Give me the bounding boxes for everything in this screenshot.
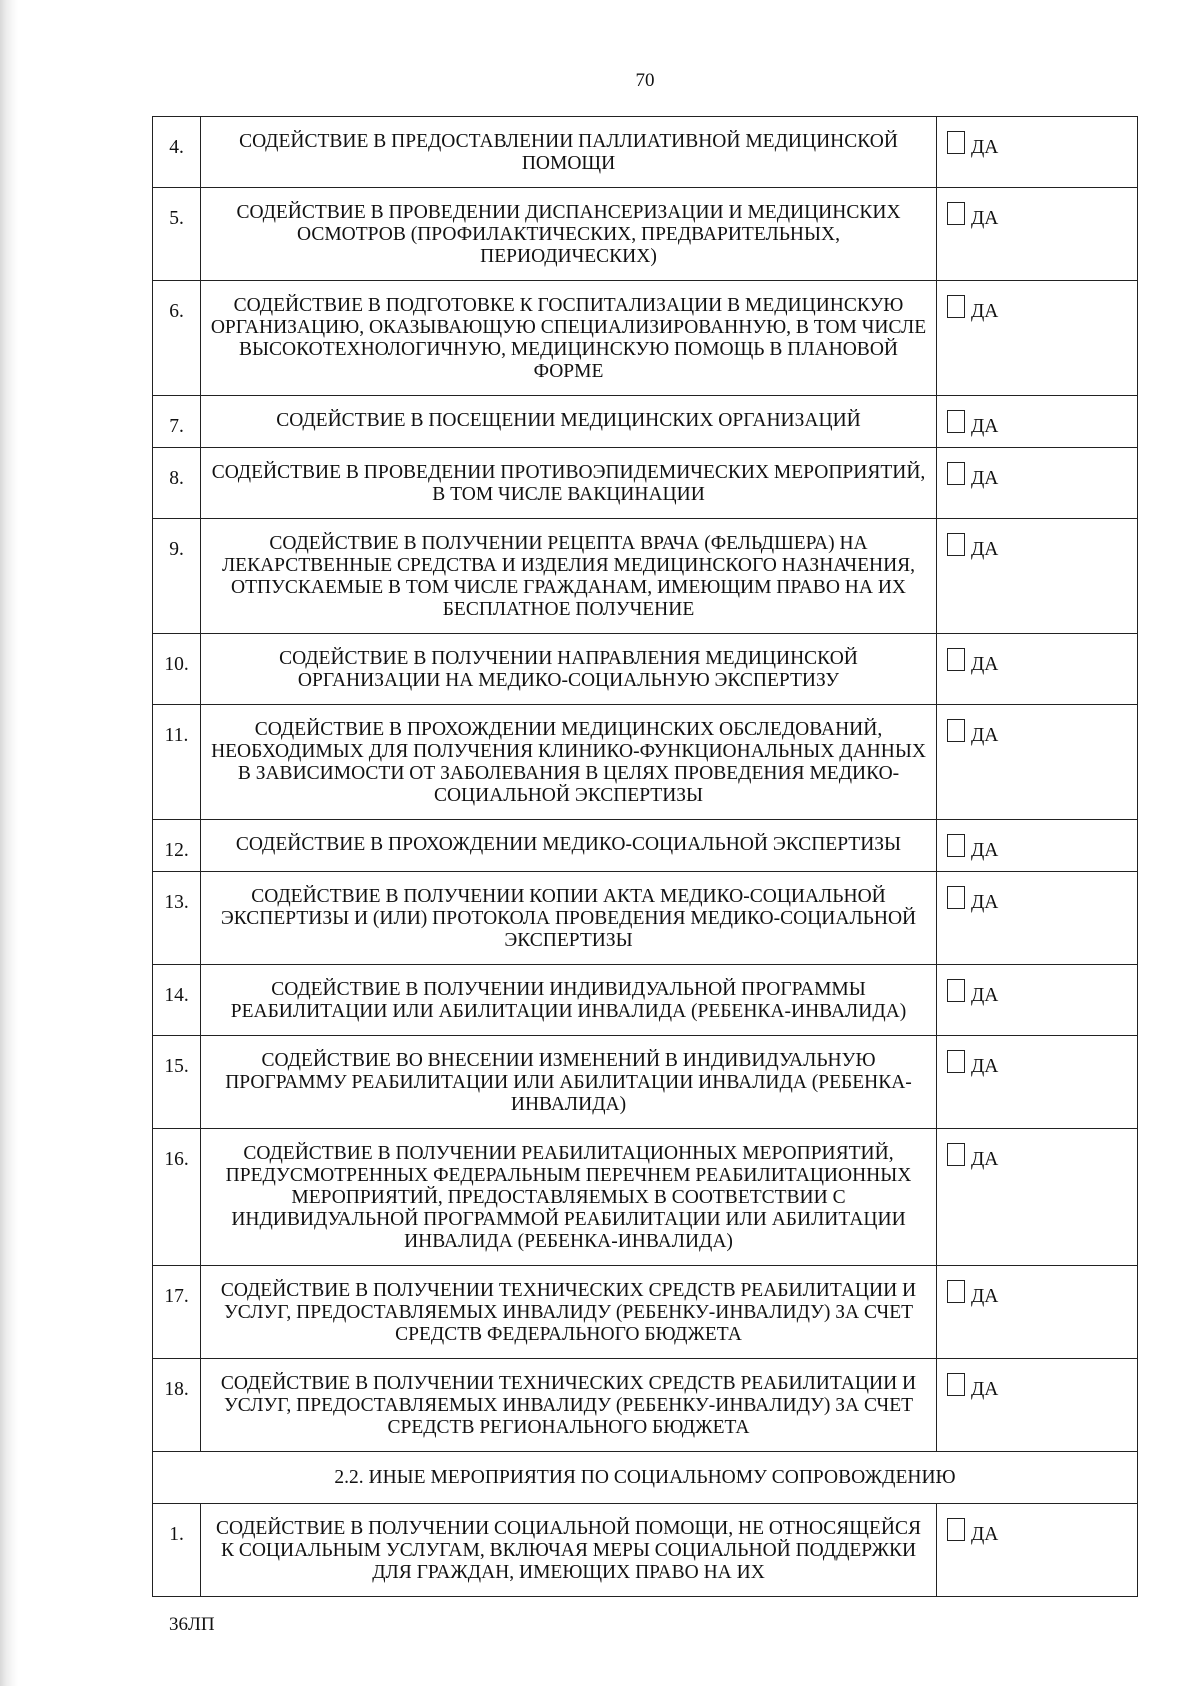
checkbox-label: ДА (971, 539, 999, 560)
checkbox-square-icon[interactable] (947, 1373, 965, 1396)
row-number: 16. (153, 1129, 201, 1266)
row-description: СОДЕЙСТВИЕ В ПРЕДОСТАВЛЕНИИ ПАЛЛИАТИВНОЙ МЕДИЦИНСКОЙ ПОМОЩИ (201, 117, 937, 188)
row-number: 17. (153, 1266, 201, 1359)
checkbox-square-icon[interactable] (947, 1518, 965, 1541)
row-checkbox-cell (937, 117, 1138, 188)
table-row (153, 705, 1138, 820)
checkbox-square-icon[interactable] (947, 131, 965, 154)
row-description: СОДЕЙСТВИЕ В ПОЛУЧЕНИИ НАПРАВЛЕНИЯ МЕДИЦИНСКОЙ ОРГАНИЗАЦИИ НА МЕДИКО-СОЦИАЛЬНУЮ ЭКСПЕРТИЗУ (201, 634, 937, 705)
table-row (153, 281, 1138, 396)
table-row (153, 1504, 1138, 1597)
checkbox-square-icon[interactable] (947, 834, 965, 857)
checkbox-label: ДА (971, 1286, 999, 1307)
row-description: СОДЕЙСТВИЕ В ПРОХОЖДЕНИИ МЕДИЦИНСКИХ ОБСЛЕДОВАНИЙ, НЕОБХОДИМЫХ ДЛЯ ПОЛУЧЕНИЯ КЛИНИКО-ФУНКЦИОНАЛЬНЫХ ДАННЫХ В ЗАВИСИМОСТИ ОТ ЗАБОЛЕВАНИЯ В ЦЕЛЯХ ПРОВЕДЕНИЯ МЕДИКО-СОЦИАЛЬНОЙ ЭКСПЕРТИЗЫ (201, 705, 937, 820)
checkbox-square-icon[interactable] (947, 979, 965, 1002)
row-description: СОДЕЙСТВИЕ В ПОЛУЧЕНИИ ИНДИВИДУАЛЬНОЙ ПРОГРАММЫ РЕАБИЛИТАЦИИ ИЛИ АБИЛИТАЦИИ ИНВАЛИДА (РЕБЕНКА-ИНВАЛИДА) (201, 965, 937, 1036)
row-number: 11. (153, 705, 201, 820)
yes-checkbox[interactable] (947, 1050, 998, 1078)
yes-checkbox[interactable] (947, 1373, 998, 1401)
row-checkbox-cell (937, 634, 1138, 705)
page-number: 70 (635, 70, 655, 91)
checkbox-square-icon[interactable] (947, 295, 965, 318)
checkbox-square-icon[interactable] (947, 886, 965, 909)
checkbox-label: ДА (971, 985, 999, 1006)
row-description: СОДЕЙСТВИЕ В ПОЛУЧЕНИИ РЕЦЕПТА ВРАЧА (ФЕЛЬДШЕРА) НА ЛЕКАРСТВЕННЫЕ СРЕДСТВА И ИЗДЕЛИЯ МЕДИЦИНСКОГО НАЗНАЧЕНИЯ, ОТПУСКАЕМЫЕ В ТОМ ЧИСЛЕ ГРАЖДАНАМ, ИМЕЮЩИМ ПРАВО НА ИХ БЕСПЛАТНОЕ ПОЛУЧЕНИЕ (201, 519, 937, 634)
table-row (153, 1036, 1138, 1129)
table-row (153, 117, 1138, 188)
checkbox-label: ДА (971, 654, 999, 675)
row-checkbox-cell (937, 705, 1138, 820)
row-description: СОДЕЙСТВИЕ В ПОЛУЧЕНИИ КОПИИ АКТА МЕДИКО-СОЦИАЛЬНОЙ ЭКСПЕРТИЗЫ И (ИЛИ) ПРОТОКОЛА ПРОВЕДЕНИЯ МЕДИКО-СОЦИАЛЬНОЙ ЭКСПЕРТИЗЫ (201, 872, 937, 965)
row-description: СОДЕЙСТВИЕ В ПРОВЕДЕНИИ ПРОТИВОЭПИДЕМИЧЕСКИХ МЕРОПРИЯТИЙ, В ТОМ ЧИСЛЕ ВАКЦИНАЦИИ (201, 448, 937, 519)
table-row (153, 965, 1138, 1036)
section-header-row (153, 1452, 1138, 1504)
checkbox-label: ДА (971, 137, 999, 158)
checkbox-square-icon[interactable] (947, 410, 965, 433)
row-number: 15. (153, 1036, 201, 1129)
checkbox-label: ДА (971, 1524, 999, 1545)
row-number: 10. (153, 634, 201, 705)
row-description: СОДЕЙСТВИЕ В ПОЛУЧЕНИИ РЕАБИЛИТАЦИОННЫХ МЕРОПРИЯТИЙ, ПРЕДУСМОТРЕННЫХ ФЕДЕРАЛЬНЫМ ПЕРЕЧНЕМ РЕАБИЛИТАЦИОННЫХ МЕРОПРИЯТИЙ, ПРЕДОСТАВЛЯЕМЫХ В СООТВЕТСТВИИ С ИНДИВИДУАЛЬНОЙ ПРОГРАММОЙ РЕАБИЛИТАЦИИ ИЛИ АБИЛИТАЦИИ ИНВАЛИДА (РЕБЕНКА-ИНВАЛИДА) (201, 1129, 937, 1266)
table-row (153, 519, 1138, 634)
yes-checkbox[interactable] (947, 410, 998, 438)
row-description: СОДЕЙСТВИЕ В ПРОВЕДЕНИИ ДИСПАНСЕРИЗАЦИИ И МЕДИЦИНСКИХ ОСМОТРОВ (ПРОФИЛАКТИЧЕСКИХ, ПРЕДВАРИТЕЛЬНЫХ, ПЕРИОДИЧЕСКИХ) (201, 188, 937, 281)
row-number: 6. (153, 281, 201, 396)
checkbox-label: ДА (971, 416, 999, 437)
row-number: 12. (153, 820, 201, 872)
row-checkbox-cell (937, 1266, 1138, 1359)
row-checkbox-cell (937, 1036, 1138, 1129)
table-section-header-body (153, 1452, 1138, 1504)
yes-checkbox[interactable] (947, 1143, 998, 1171)
checkbox-label: ДА (971, 468, 999, 489)
checkbox-label: ДА (971, 208, 999, 229)
row-checkbox-cell (937, 519, 1138, 634)
yes-checkbox[interactable] (947, 295, 998, 323)
section-header: 2.2. ИНЫЕ МЕРОПРИЯТИЯ ПО СОЦИАЛЬНОМУ СОПРОВОЖДЕНИЮ (153, 1452, 1138, 1504)
checkbox-square-icon[interactable] (947, 1143, 965, 1166)
row-number: 14. (153, 965, 201, 1036)
row-number: 1. (153, 1504, 201, 1597)
checkbox-label: ДА (971, 840, 999, 861)
table-row (153, 396, 1138, 448)
yes-checkbox[interactable] (947, 719, 998, 747)
yes-checkbox[interactable] (947, 834, 998, 862)
yes-checkbox[interactable] (947, 979, 998, 1007)
table-row (153, 820, 1138, 872)
table-row (153, 448, 1138, 519)
yes-checkbox[interactable] (947, 131, 998, 159)
table-row (153, 872, 1138, 965)
row-description: СОДЕЙСТВИЕ В ПОЛУЧЕНИИ ТЕХНИЧЕСКИХ СРЕДСТВ РЕАБИЛИТАЦИИ И УСЛУГ, ПРЕДОСТАВЛЯЕМЫХ ИНВАЛИДУ (РЕБЕНКУ-ИНВАЛИДУ) ЗА СЧЕТ СРЕДСТВ РЕГИОНАЛЬНОГО БЮДЖЕТА (201, 1359, 937, 1452)
table-body-medical (153, 117, 1138, 1452)
row-checkbox-cell (937, 1129, 1138, 1266)
row-description: СОДЕЙСТВИЕ В ПОСЕЩЕНИИ МЕДИЦИНСКИХ ОРГАНИЗАЦИЙ (201, 396, 937, 448)
checkbox-label: ДА (971, 301, 999, 322)
table-row (153, 1359, 1138, 1452)
checkbox-square-icon[interactable] (947, 1280, 965, 1303)
row-number: 7. (153, 396, 201, 448)
footer-code: 36ЛП (169, 1614, 215, 1635)
checkbox-square-icon[interactable] (947, 1050, 965, 1073)
row-description: СОДЕЙСТВИЕ В ПОДГОТОВКЕ К ГОСПИТАЛИЗАЦИИ В МЕДИЦИНСКУЮ ОРГАНИЗАЦИЮ, ОКАЗЫВАЮЩУЮ СПЕЦИАЛИЗИРОВАННУЮ, В ТОМ ЧИСЛЕ ВЫСОКОТЕХНОЛОГИЧНУЮ, МЕДИЦИНСКУЮ ПОМОЩЬ В ПЛАНОВОЙ ФОРМЕ (201, 281, 937, 396)
row-checkbox-cell (937, 1359, 1138, 1452)
row-number: 8. (153, 448, 201, 519)
checkbox-label: ДА (971, 1149, 999, 1170)
table-row (153, 1266, 1138, 1359)
row-checkbox-cell (937, 188, 1138, 281)
yes-checkbox[interactable] (947, 648, 998, 676)
row-description: СОДЕЙСТВИЕ В ПОЛУЧЕНИИ СОЦИАЛЬНОЙ ПОМОЩИ, НЕ ОТНОСЯЩЕЙСЯ К СОЦИАЛЬНЫМ УСЛУГАМ, ВКЛЮЧАЯ МЕРЫ СОЦИАЛЬНОЙ ПОДДЕРЖКИ ДЛЯ ГРАЖДАН, ИМЕЮЩИХ ПРАВО НА ИХ (201, 1504, 937, 1597)
table-row (153, 634, 1138, 705)
yes-checkbox[interactable] (947, 886, 998, 914)
checkbox-label: ДА (971, 892, 999, 913)
row-checkbox-cell (937, 396, 1138, 448)
row-checkbox-cell (937, 281, 1138, 396)
checkbox-square-icon[interactable] (947, 202, 965, 225)
measures-table (152, 116, 1138, 1597)
yes-checkbox[interactable] (947, 1280, 998, 1308)
row-checkbox-cell (937, 1504, 1138, 1597)
checkbox-label: ДА (971, 1379, 999, 1400)
checkbox-square-icon[interactable] (947, 648, 965, 671)
table-body-other (153, 1504, 1138, 1597)
row-checkbox-cell (937, 965, 1138, 1036)
row-description: СОДЕЙСТВИЕ В ПРОХОЖДЕНИИ МЕДИКО-СОЦИАЛЬНОЙ ЭКСПЕРТИЗЫ (201, 820, 937, 872)
table-row (153, 1129, 1138, 1266)
yes-checkbox[interactable] (947, 202, 998, 230)
checkbox-square-icon[interactable] (947, 719, 965, 742)
yes-checkbox[interactable] (947, 1518, 998, 1546)
row-checkbox-cell (937, 448, 1138, 519)
checkbox-label: ДА (971, 725, 999, 746)
checkbox-square-icon[interactable] (947, 462, 965, 485)
yes-checkbox[interactable] (947, 533, 998, 561)
row-number: 5. (153, 188, 201, 281)
row-description: СОДЕЙСТВИЕ В ПОЛУЧЕНИИ ТЕХНИЧЕСКИХ СРЕДСТВ РЕАБИЛИТАЦИИ И УСЛУГ, ПРЕДОСТАВЛЯЕМЫХ ИНВАЛИДУ (РЕБЕНКУ-ИНВАЛИДУ) ЗА СЧЕТ СРЕДСТВ ФЕДЕРАЛЬНОГО БЮДЖЕТА (201, 1266, 937, 1359)
row-number: 9. (153, 519, 201, 634)
checkbox-square-icon[interactable] (947, 533, 965, 556)
scan-edge (0, 0, 18, 1686)
row-checkbox-cell (937, 820, 1138, 872)
table-row (153, 188, 1138, 281)
row-checkbox-cell (937, 872, 1138, 965)
row-number: 13. (153, 872, 201, 965)
row-description: СОДЕЙСТВИЕ ВО ВНЕСЕНИИ ИЗМЕНЕНИЙ В ИНДИВИДУАЛЬНУЮ ПРОГРАММУ РЕАБИЛИТАЦИИ ИЛИ АБИЛИТАЦИИ ИНВАЛИДА (РЕБЕНКА-ИНВАЛИДА) (201, 1036, 937, 1129)
checkbox-label: ДА (971, 1056, 999, 1077)
row-number: 18. (153, 1359, 201, 1452)
row-number: 4. (153, 117, 201, 188)
yes-checkbox[interactable] (947, 462, 998, 490)
